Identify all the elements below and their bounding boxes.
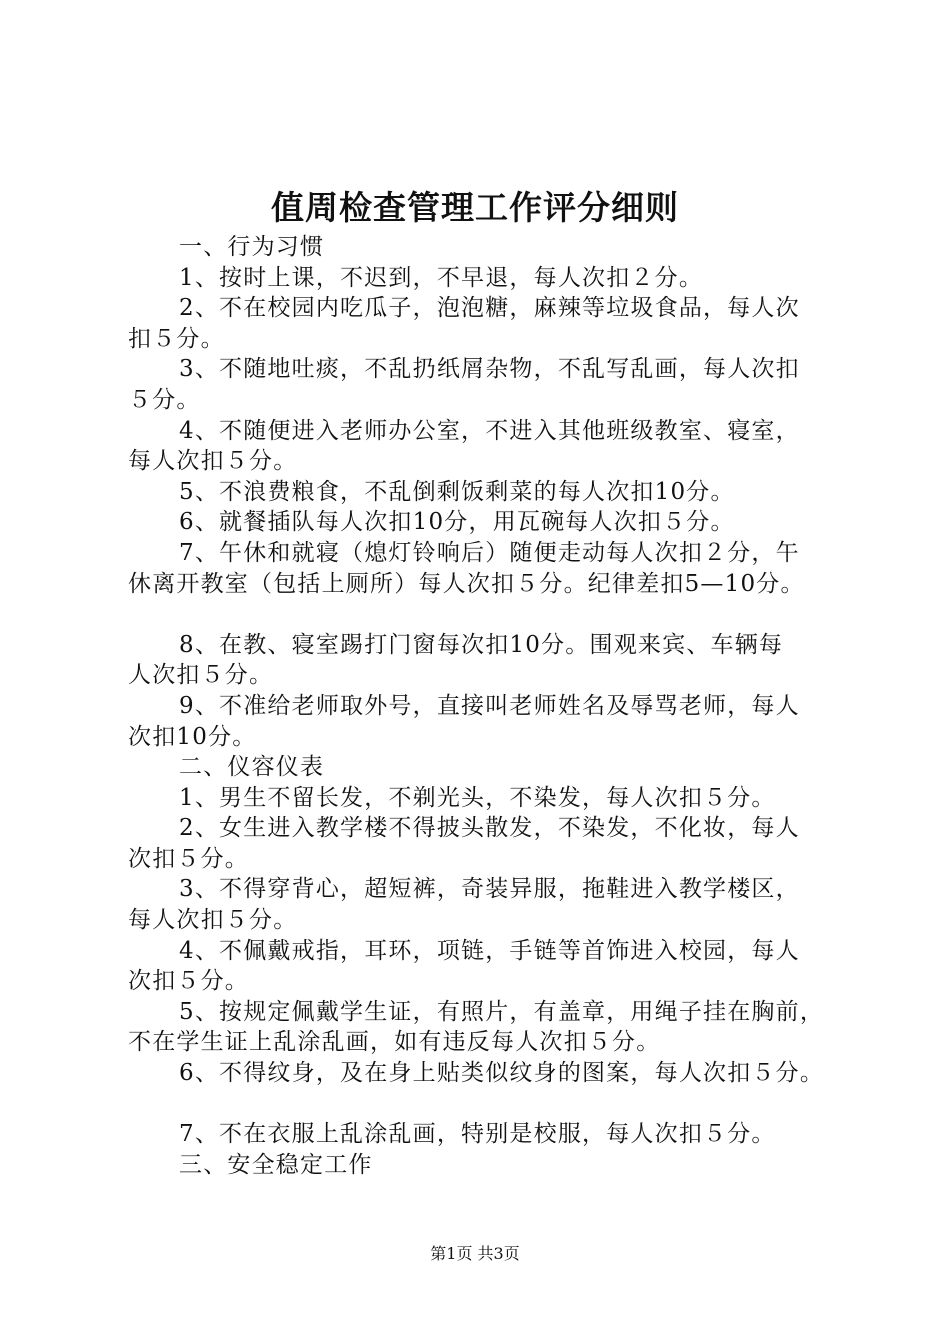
rule-item: 1、按时上课，不迟到，不早退，每人次扣２分。 bbox=[179, 264, 704, 291]
rule-item: 6、不得纹身，及在身上贴类似纹身的图案，每人次扣５分。 bbox=[179, 1060, 825, 1087]
rule-item: 6、就餐插队每人次扣10分，用瓦碗每人次扣５分。 bbox=[179, 509, 735, 536]
rule-item-continuation: 每人次扣５分。 bbox=[128, 448, 298, 475]
rule-item: 7、午休和就寝（熄灯铃响后）随便走动每人次扣２分，午 bbox=[179, 539, 800, 566]
rule-item-continuation: 扣５分。 bbox=[128, 325, 225, 352]
rule-item-continuation: 次扣10分。 bbox=[128, 723, 257, 750]
blank-line bbox=[128, 1089, 848, 1120]
section-heading: 三、安全稳定工作 bbox=[179, 1151, 373, 1178]
rule-item: 8、在教、寝室踢打门窗每次扣10分。围观来宾、车辆每 bbox=[179, 631, 784, 658]
rule-item: 3、不得穿背心，超短裤，奇装异服，拖鞋进入教学楼区， bbox=[179, 876, 800, 903]
rule-item: 5、不浪费粮食，不乱倒剩饭剩菜的每人次扣10分。 bbox=[179, 478, 735, 505]
rule-item: 1、男生不留长发，不剃光头，不染发，每人次扣５分。 bbox=[179, 784, 776, 811]
rule-item: 4、不随便进入老师办公室，不进入其他班级教室、寝室， bbox=[179, 417, 800, 444]
rule-item-continuation: 次扣５分。 bbox=[128, 968, 249, 995]
rule-item-continuation: ５分。 bbox=[128, 386, 201, 413]
rule-item: 2、女生进入教学楼不得披头散发，不染发，不化妆，每人 bbox=[179, 815, 800, 842]
rule-item-continuation: 休离开教室（包括上厕所）每人次扣５分。纪律差扣5—10分。 bbox=[128, 570, 805, 597]
rule-item: 7、不在衣服上乱涂乱画，特别是校服，每人次扣５分。 bbox=[179, 1121, 776, 1148]
document-body bbox=[128, 232, 848, 1180]
page-footer: 第1页 共3页 bbox=[430, 1244, 520, 1263]
rule-item-continuation: 人次扣５分。 bbox=[128, 662, 274, 689]
rule-item-continuation: 不在学生证上乱涂乱画，如有违反每人次扣５分。 bbox=[128, 1029, 661, 1056]
rule-item-continuation: 次扣５分。 bbox=[128, 845, 249, 872]
rule-item: 2、不在校园内吃瓜子，泡泡糖，麻辣等垃圾食品，每人次 bbox=[179, 295, 800, 322]
document-title: 值周检查管理工作评分细则 bbox=[271, 188, 679, 227]
rule-item-continuation: 每人次扣５分。 bbox=[128, 907, 298, 934]
rule-item: 4、不佩戴戒指，耳环，项链，手链等首饰进入校园，每人 bbox=[179, 937, 800, 964]
rule-item: 3、不随地吐痰，不乱扔纸屑杂物，不乱写乱画，每人次扣 bbox=[179, 356, 800, 383]
blank-line bbox=[128, 599, 848, 630]
rule-item: 5、按规定佩戴学生证，有照片，有盖章，用绳子挂在胸前， bbox=[179, 998, 825, 1025]
rule-item: 9、不准给老师取外号，直接叫老师姓名及辱骂老师，每人 bbox=[179, 692, 800, 719]
section-heading: 二、仪容仪表 bbox=[179, 754, 325, 781]
section-heading: 一、行为习惯 bbox=[179, 234, 325, 260]
